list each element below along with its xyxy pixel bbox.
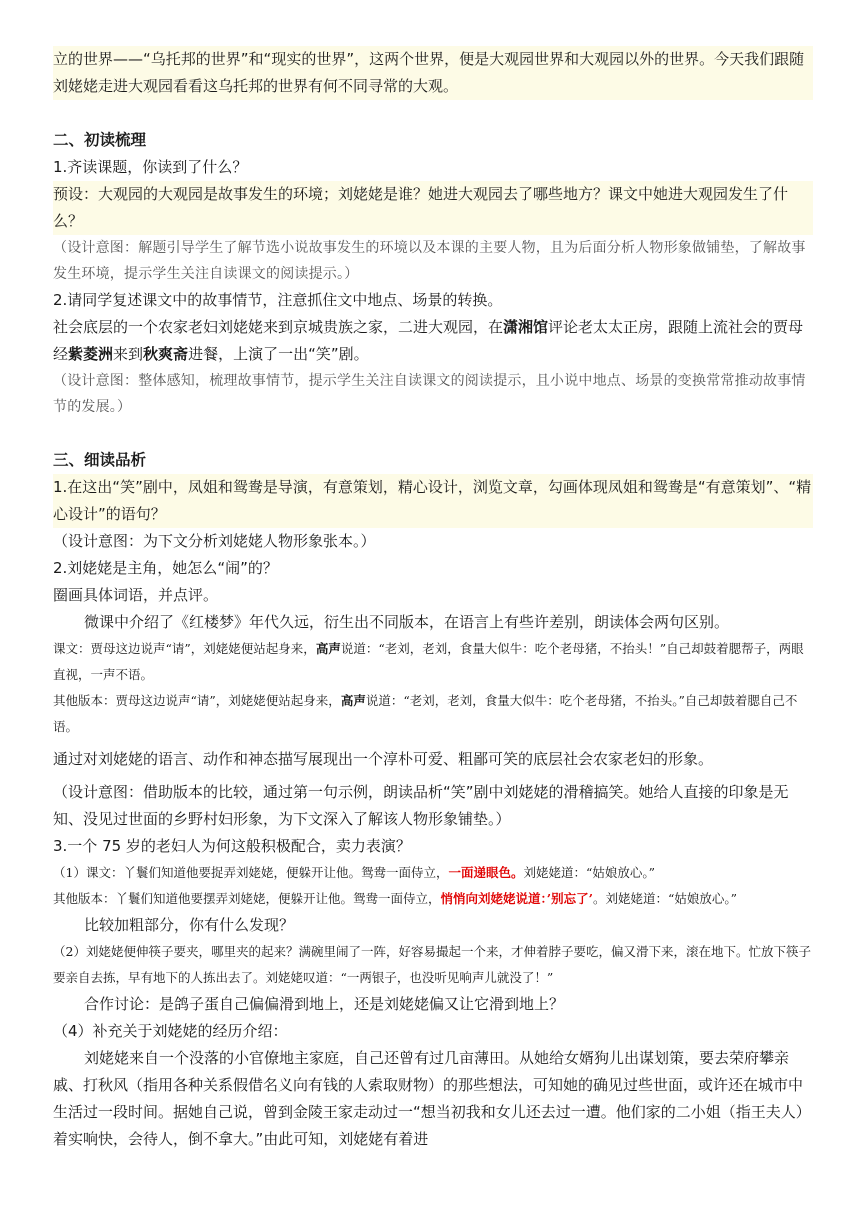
place-qiushuangzhai: 秋爽斋 (143, 345, 189, 363)
design-note-2-2: （设计意图：整体感知，梳理故事情节，提示学生关注自读课文的阅读提示，且小说中地点、场景的变换常常推动故事情节的发展。） (53, 373, 806, 415)
place-zilingzhou: 紫菱洲 (68, 345, 114, 363)
q3-other-end: 。刘姥姥道：“姑娘放心。” (593, 891, 738, 906)
q3-compare: 比较加粗部分，你有什么发现？ (84, 916, 295, 934)
plot-text-1: 社会底层的一个农家老妇刘姥姥来到京城贵族之家，二进大观园，在 (53, 318, 504, 336)
intro-paragraph: 立的世界——“乌托邦的世界”和“现实的世界”，这两个世界，便是大观园世界和大观园以外的世界。今天我们跟随刘姥姥走进大观园看看这乌托邦的世界有何不同寻常的大观。 (53, 46, 813, 100)
textbook-bold: 高声 (315, 641, 341, 656)
section-heading-3: 三、细读品析 (53, 451, 147, 469)
design-note-3-2: （设计意图：借助版本的比较，通过第一句示例，朗读品析“笑”剧中刘姥姥的滑稽搞笑。她给人直接的印象是无知、没见过世面的乡野村妇形象，为下文深入了解该人物形象铺垫。） (53, 783, 789, 828)
q3-textbook-red: 一面递眼色。 (448, 865, 524, 880)
q3-part-4: （4）补充关于刘姥姥的经历介绍： (53, 1022, 288, 1040)
q3-other (53, 886, 813, 912)
question-3-2: 2.刘姥姥是主角，她怎么“闹”的？ (53, 559, 278, 577)
design-note-2-1: （设计意图：解题引导学生了解节选小说故事发生的环境以及本课的主要人物，且为后面分析人物形象做铺垫，了解故事发生环境，提示学生关注自读课文的阅读提示。） (53, 240, 806, 282)
q3-textbook (53, 860, 813, 886)
plot-summary (53, 314, 813, 368)
character-summary: 通过对刘姥姥的语言、动作和神态描写展现出一个淳朴可爱、粗鄙可笑的底层社会农家老妇的形象。 (53, 750, 714, 768)
question-2-1-preset: 预设：大观园的大观园是故事发生的环境；刘姥姥是谁？她进大观园去了哪些地方？课文中她进大观园发生了什么？ (53, 181, 813, 235)
spacer (53, 100, 813, 127)
question-2-1: 1.齐读课题，你读到了什么？ (53, 158, 248, 176)
q3-textbook-label: （1）课文： (53, 865, 124, 880)
q3-other-red: 悄悄向刘姥姥说道：’别忘了’ (440, 891, 593, 906)
spacer (53, 420, 813, 447)
micro-lesson-text: 微课中介绍了《红楼梦》年代久远，衍生出不同版本，在语言上有些许差别，朗读体会两句区别。 (84, 613, 730, 631)
question-3-3: 3.一个 75 岁的老妇人为何这般积极配合，卖力表演？ (53, 837, 411, 855)
plot-text-2: 评论老太太正房，跟随上流社会的贾母经 (53, 318, 804, 363)
q3-other-label: 其他版本： (53, 891, 116, 906)
q3-textbook-quote: 丫鬟们知道他要捉弄刘姥姥，便躲开让他。鸳鸯一面侍立， (123, 865, 449, 880)
other-bold: 高声 (340, 693, 366, 708)
q3-discussion: 合作讨论：是鸽子蛋自己偏偏滑到地上，还是刘姥姥偏又让它滑到地上？ (84, 995, 565, 1013)
question-3-1: 1.在这出“笑”剧中，凤姐和鸳鸯是导演，有意策划，精心设计，浏览文章，勾画体现凤姐和鸳鸯是“有意策划”、“精心设计”的语句？ (53, 474, 813, 528)
plot-text-4: 进餐，上演了一出“笑”剧。 (188, 345, 369, 363)
design-note-3-1: （设计意图：为下文分析刘姥姥人物形象张本。） (53, 532, 376, 550)
q3-other-quote: 丫鬟们知道他要摆弄刘姥姥，便躲开让他。鸳鸯一面侍立， (115, 891, 441, 906)
question-2-2: 2.请同学复述课文中的故事情节，注意抓住文中地点、场景的转换。 (53, 291, 503, 309)
textbook-quote-1: 贾母这边说声“请”，刘姥姥便站起身来， (90, 641, 316, 656)
document-page (53, 46, 813, 1153)
textbook-version (53, 636, 813, 688)
q3-textbook-end: 刘姥姥道：“姑娘放心。” (523, 865, 656, 880)
other-version (53, 688, 813, 740)
q3-part-4-body: 刘姥姥来自一个没落的小官僚地主家庭，自己还曾有过几亩薄田。从她给女婿狗儿出谋划策，要去荣府攀亲戚、打秋风（指用各种关系假借名义向有钱的人索取财物）的那些想法，可知她的确见过些世面，或许还在城市中生活过一段时间。据她自己说，曾到金陵王家走动过一“想当初我和女儿还去过一遭。他们家的二小姐（指王夫人）着实响快，会待人，倒不拿大。”由此可知，刘姥姥有着进 (53, 1049, 811, 1148)
place-xiaoxiangguan: 潇湘馆 (503, 318, 549, 336)
question-3-2-sub: 圈画具体词语，并点评。 (53, 586, 219, 604)
other-label: 其他版本： (53, 693, 116, 708)
plot-text-3: 来到 (113, 345, 144, 363)
other-quote-1: 贾母这边说声“请”，刘姥姥便站起身来， (115, 693, 341, 708)
textbook-quote-2: 说道：“老刘，老刘，食量大似牛：吃个老母猪，不抬头！”自己却鼓着腮帮子，两眼直视，一声不语。 (53, 641, 804, 682)
textbook-label: 课文： (53, 641, 91, 656)
other-quote-2: 说道：“老刘，老刘，食量大似牛：吃个老母猪，不抬头。”自己却鼓着腮自己不语。 (53, 693, 798, 734)
section-heading-2: 二、初读梳理 (53, 131, 147, 149)
q3-part-2: （2）刘姥姥便伸筷子要夹，哪里夹的起来？满碗里闹了一阵，好容易撮起一个来，才伸着脖子要吃，偏又滑下来，滚在地下。忙放下筷子要亲自去拣，早有地下的人拣出去了。刘姥姥叹道：“一两银子，也没听见响声儿就没了！” (53, 944, 811, 985)
